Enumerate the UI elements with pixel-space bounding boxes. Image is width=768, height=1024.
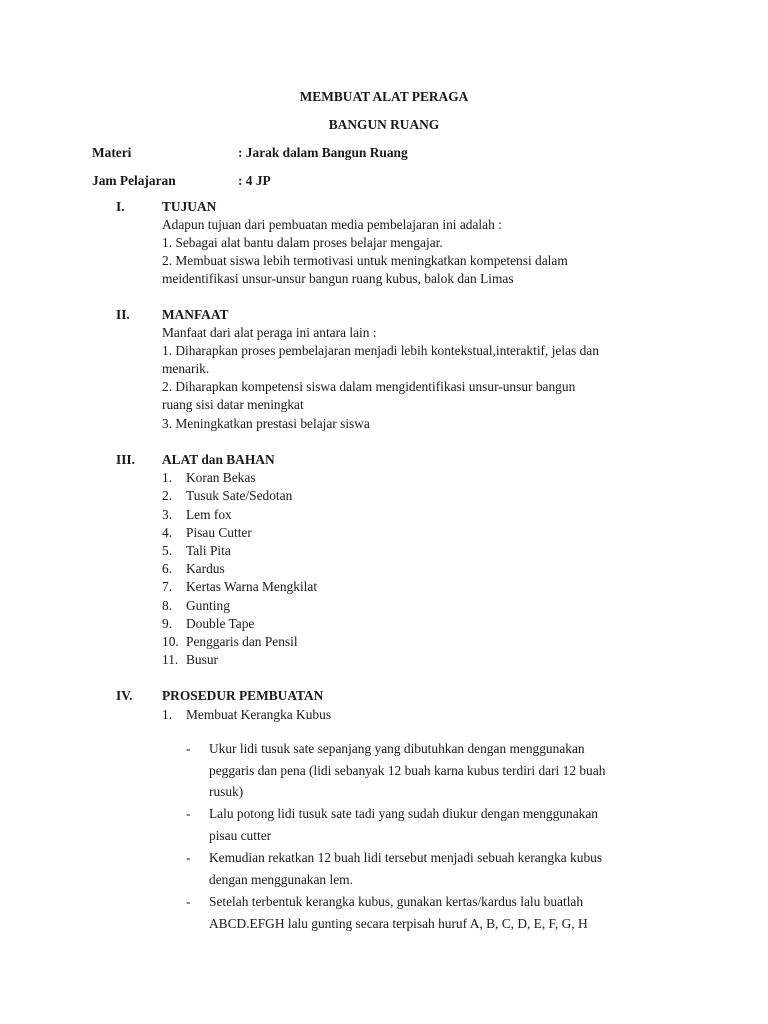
bullet-line: ABCD.EFGH lalu gunting secara terpisah huruf A, B, C, D, E, F, G, H <box>209 916 588 931</box>
bullet-line: rusuk) <box>209 784 244 799</box>
manfaat-line: ruang sisi datar meningkat <box>162 397 304 412</box>
manfaat-line: Manfaat dari alat peraga ini antara lain : <box>162 325 377 340</box>
section-number: I. <box>116 199 125 214</box>
list-item: Kardus <box>186 561 225 576</box>
list-item: Gunting <box>186 598 230 613</box>
section-number: IV. <box>116 688 133 703</box>
list-item-number: 8. <box>162 598 173 613</box>
section-number: II. <box>116 307 130 322</box>
list-item: Double Tape <box>186 616 255 631</box>
list-item-number: 9. <box>162 616 173 631</box>
bullet-dash: - <box>186 850 191 865</box>
meta-label-jam: Jam Pelajaran <box>92 173 176 188</box>
bullet-line: Lalu potong lidi tusuk sate tadi yang sudah diukur dengan menggunakan <box>209 806 598 821</box>
manfaat-line: 2. Diharapkan kompetensi siswa dalam mengidentifikasi unsur-unsur bangun <box>162 379 576 394</box>
section-heading-alat: ALAT dan BAHAN <box>162 452 275 467</box>
list-item-number: 3. <box>162 507 173 522</box>
manfaat-line: 1. Diharapkan proses pembelajaran menjadi lebih kontekstual,interaktif, jelas dan <box>162 343 599 358</box>
bullet-line: Kemudian rekatkan 12 buah lidi tersebut menjadi sebuah kerangka kubus <box>209 850 603 865</box>
bullet-line: peggaris dan pena (lidi sebanyak 12 buah karna kubus terdiri dari 12 buah <box>209 763 606 778</box>
bullet-line: Setelah terbentuk kerangka kubus, gunakan kertas/kardus lalu buatlah <box>209 894 584 909</box>
list-item-number: 4. <box>162 525 173 540</box>
list-item: Kertas Warna Mengkilat <box>186 579 318 594</box>
list-item-number: 11. <box>162 652 179 667</box>
page-title: MEMBUAT ALAT PERAGA <box>299 89 469 104</box>
page-subtitle: BANGUN RUANG <box>328 117 440 132</box>
tujuan-line: meidentifikasi unsur-unsur bangun ruang kubus, balok dan Limas <box>162 271 514 286</box>
tujuan-line: Adapun tujuan dari pembuatan media pembelajaran ini adalah : <box>162 217 502 232</box>
tujuan-line: 1. Sebagai alat bantu dalam proses belajar mengajar. <box>162 235 443 250</box>
list-item-number: 6. <box>162 561 173 576</box>
meta-value-jam: : 4 JP <box>238 173 271 188</box>
list-item: Lem fox <box>186 507 232 522</box>
list-item: Penggaris dan Pensil <box>186 634 298 649</box>
section-heading-manfaat: MANFAAT <box>162 307 229 322</box>
tujuan-line: 2. Membuat siswa lebih termotivasi untuk meningkatkan kompetensi dalam <box>162 253 568 268</box>
list-item: Tusuk Sate/Sedotan <box>186 488 293 503</box>
section-heading-tujuan: TUJUAN <box>162 199 217 214</box>
step-number: 1. <box>162 707 173 722</box>
list-item: Pisau Cutter <box>186 525 252 540</box>
list-item: Koran Bekas <box>186 470 256 485</box>
bullet-line: pisau cutter <box>209 828 272 843</box>
bullet-dash: - <box>186 894 191 909</box>
bullet-dash: - <box>186 806 191 821</box>
meta-label-materi: Materi <box>92 145 132 160</box>
manfaat-line: 3. Meningkatkan prestasi belajar siswa <box>162 416 370 431</box>
meta-value-materi: : Jarak dalam Bangun Ruang <box>238 145 408 160</box>
manfaat-line: menarik. <box>162 361 210 376</box>
bullet-dash: - <box>186 741 191 756</box>
section-number: III. <box>116 452 135 467</box>
step-title: Membuat Kerangka Kubus <box>186 707 332 722</box>
list-item-number: 10. <box>162 634 179 649</box>
list-item-number: 1. <box>162 470 173 485</box>
list-item-number: 2. <box>162 488 173 503</box>
bullet-line: dengan menggunakan lem. <box>209 872 353 887</box>
list-item-number: 7. <box>162 579 173 594</box>
list-item: Tali Pita <box>186 543 231 558</box>
list-item: Busur <box>186 652 218 667</box>
bullet-line: Ukur lidi tusuk sate sepanjang yang dibutuhkan dengan menggunakan <box>209 741 585 756</box>
section-heading-prosedur: PROSEDUR PEMBUATAN <box>162 688 324 703</box>
list-item-number: 5. <box>162 543 173 558</box>
